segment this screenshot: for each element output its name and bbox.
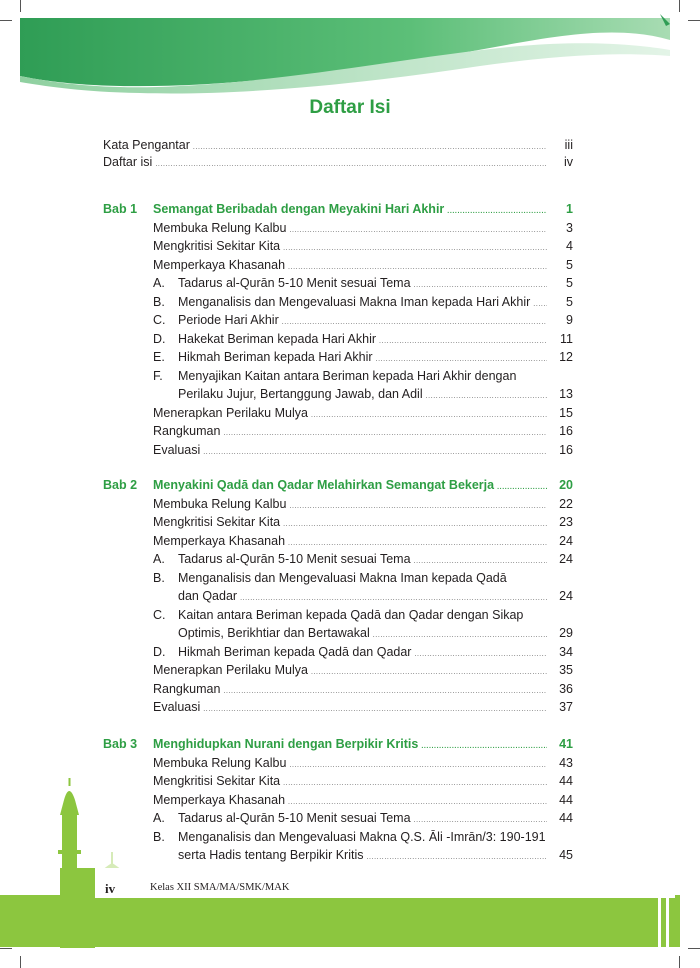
toc-entry[interactable] [153,698,573,716]
chapter-heading[interactable] [103,200,573,218]
toc-entry[interactable] [153,274,573,292]
toc-entry-page: 5 [566,294,573,309]
toc-entry-page: 22 [559,496,573,511]
toc-entry[interactable] [153,513,573,531]
toc-entry-page: 37 [559,700,573,714]
mosque-footer-banner [0,760,700,968]
leader-dots [203,701,547,719]
chapter-heading[interactable] [103,735,573,753]
toc-entry-page: 44 [559,792,573,807]
toc-entry-text: Periode Hari Akhir [178,313,279,327]
toc-entry-letter: B. [153,570,165,585]
toc-entry-page: 24 [559,589,573,603]
toc-entry-text: Daftar isi [103,155,153,169]
toc-entry-text: Optimis, Berikhtiar dan Bertawakal [178,626,370,640]
toc-entry-page: 12 [559,350,573,364]
toc-entry[interactable] [153,237,573,255]
chapter-label: Bab 1 [103,202,138,216]
chapter-title: Menyakini Qadā dan Qadar Melahirkan Semangat Bekerja [153,478,495,492]
toc-entry-letter: C. [153,313,166,327]
toc-entry-text: Perilaku Jujur, Bertanggung Jawab, dan Adil [178,387,423,401]
toc-entry-text: Hakekat Beriman kepada Hari Akhir [178,331,377,346]
toc-entry-letter: F. [153,368,163,383]
toc-entry-page: 24 [559,552,573,566]
chapter-label: Bab 2 [103,478,138,492]
toc-entry-page: 5 [566,257,573,272]
toc-entry-page: 11 [560,331,573,346]
page-title: Daftar Isi [309,97,391,118]
toc-entry-letter: E. [153,350,165,364]
toc-entry-letter: C. [153,607,166,622]
toc-entry-page: 36 [559,681,573,696]
toc-entry-page: 45 [559,848,573,862]
chapter-page: 41 [559,737,573,751]
header-wave-banner [0,0,700,95]
toc-entry-text: Hikmah Beriman kepada Hari Akhir [178,350,373,364]
toc-entry[interactable] [153,643,573,661]
toc-entry-page: 4 [566,239,573,253]
toc-entry-text: Membuka Relung Kalbu [153,220,287,235]
toc-entry-text: Rangkuman [153,424,221,438]
chapter-label: Bab 3 [103,737,138,751]
toc-entry-text: Menerapkan Perilaku Mulya [153,405,308,420]
toc-entry-page: 15 [559,405,573,420]
toc-entry[interactable] [178,624,573,642]
toc-entry-letter: A. [153,811,165,825]
toc-entry-text: Membuka Relung Kalbu [153,496,287,511]
toc-entry[interactable] [153,256,573,274]
toc-entry-text: Evaluasi [153,442,201,457]
leader-dots [155,156,547,174]
toc-entry-text-line1: Menganalisis dan Mengevaluasi Makna Q.S. Āli -Imrān/3: 190-191 [178,829,546,844]
toc-entry-page: 9 [566,313,573,327]
toc-entry-page: 43 [559,755,573,770]
toc-entry-page: 29 [559,626,573,640]
toc-entry-letter: D. [153,644,166,659]
toc-entry-page: 23 [559,515,573,529]
toc-entry-text-line1: Menyajikan Kaitan antara Beriman kepada Hari Akhir dengan [178,368,517,383]
toc-entry-text: Membuka Relung Kalbu [153,755,287,770]
toc-entry[interactable] [153,661,573,679]
toc-entry[interactable] [153,680,573,698]
toc-entry-page: 16 [559,442,573,457]
toc-entry-text: Menerapkan Perilaku Mulya [153,663,308,677]
toc-entry-text: dan Qadar [178,589,238,603]
chapter-page: 20 [559,478,573,492]
toc-entry-page: 44 [559,774,573,788]
toc-entry[interactable] [103,153,573,171]
toc-entry-letter: B. [153,294,165,309]
toc-entry[interactable] [178,385,573,403]
toc-entry[interactable] [103,136,573,154]
toc-entry[interactable] [153,404,573,422]
toc-entry[interactable] [153,219,573,237]
toc-entry-text: serta Hadis tentang Berpikir Kritis [178,848,364,862]
toc-entry-text-line1: Kaitan antara Beriman kepada Qadā dan Qadar dengan Sikap [178,607,524,622]
chapter-title: Semangat Beribadah dengan Meyakini Hari Akhir [153,202,445,216]
toc-entry-text-line1: Menganalisis dan Mengevaluasi Makna Iman kepada Qadā [178,570,507,585]
toc-entry-text: Kata Pengantar [103,138,190,152]
toc-entry-letter: A. [153,552,165,566]
toc-entry-letter: D. [153,331,166,346]
toc-entry-text: Tadarus al-Qurān 5-10 Menit sesuai Tema [178,811,411,825]
toc-entry[interactable] [153,311,573,329]
toc-entry-page: 35 [559,663,573,677]
toc-entry-text: Tadarus al-Qurān 5-10 Menit sesuai Tema [178,552,411,566]
toc-entry-page: 5 [566,276,573,290]
toc-entry[interactable] [153,348,573,366]
toc-entry-text: Memperkaya Khasanah [153,257,286,272]
toc-entry[interactable] [153,422,573,440]
toc-entry-page: 24 [559,533,573,548]
toc-entry-letter: B. [153,829,165,844]
chapter-heading[interactable] [103,476,573,494]
toc-entry[interactable] [153,441,573,459]
toc-entry-page: 16 [559,424,573,438]
toc-entry-page: iii [564,138,573,152]
toc-entry-text: Evaluasi [153,700,201,714]
toc-entry-page: 3 [566,220,573,235]
chapter-title: Menghidupkan Nurani dengan Berpikir Kritis [153,737,419,751]
toc-entry-text: Rangkuman [153,681,221,696]
toc-entry-page: 44 [559,811,573,825]
toc-entry-page: 34 [559,644,573,659]
toc-entry-text: Memperkaya Khasanah [153,533,286,548]
toc-entry-text: Hikmah Beriman kepada Qadā dan Qadar [178,644,412,659]
toc-entry-text: Tadarus al-Qurān 5-10 Menit sesuai Tema [178,276,411,290]
toc-entry-letter: A. [153,276,165,290]
page-number: iv [105,881,116,896]
toc-entry-page: 13 [559,387,573,401]
toc-entry[interactable] [153,330,573,348]
toc-entry[interactable] [153,293,573,311]
toc-entry[interactable] [178,587,573,605]
toc-entry[interactable] [153,495,573,513]
toc-entry-page: iv [563,155,573,169]
class-label: Kelas XII SMA/MA/SMK/MAK [150,882,290,893]
toc-entry-text: Mengkritisi Sekitar Kita [153,239,281,253]
toc-entry-text: Mengkritisi Sekitar Kita [153,515,281,529]
toc-entry-text: Memperkaya Khasanah [153,792,286,807]
toc-entry[interactable] [153,550,573,568]
chapter-page: 1 [566,202,573,216]
leader-dots [203,444,547,462]
toc-entry-text: Menganalisis dan Mengevaluasi Makna Iman kepada Hari Akhir [178,294,531,309]
toc-entry-text: Mengkritisi Sekitar Kita [153,774,281,788]
toc-entry[interactable] [153,532,573,550]
